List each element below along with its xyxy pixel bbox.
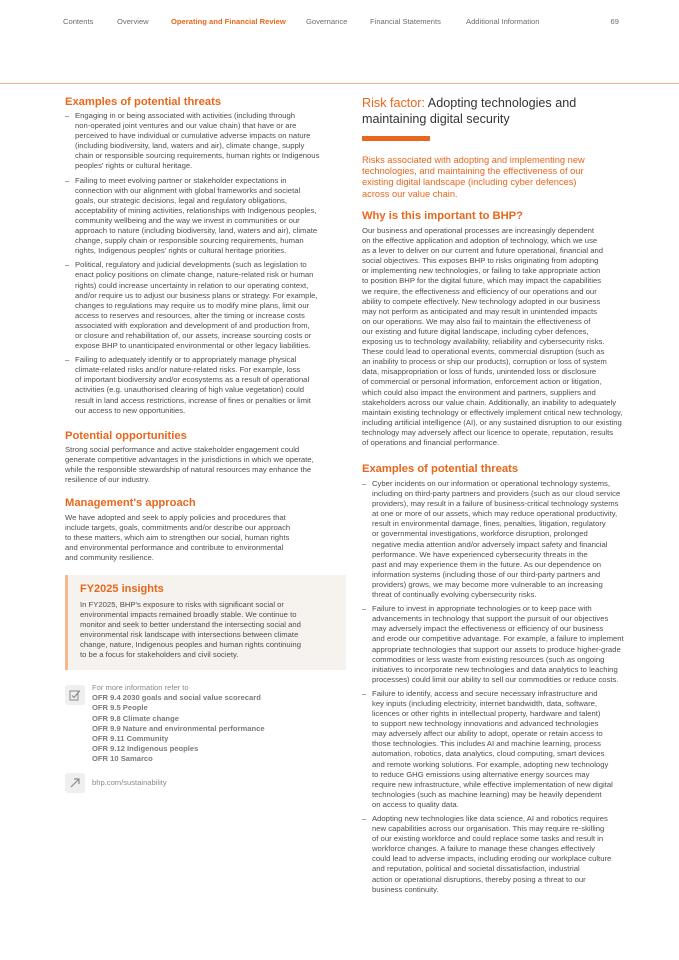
- right-threats-list: [362, 479, 624, 895]
- reference-link[interactable]: OFR 9.11 Community: [92, 734, 169, 744]
- insights-text: In FY2025, BHP's exposure to risks with significant social or environmental impacts remained broadly stable. We continue to monitor and seek to better understand the intersecting social and environmental risk landscape with intersections between climate change, nature, Indigenous peoples and human rights continuing to be a focus for stakeholders and civil society.: [80, 600, 301, 660]
- reference-link[interactable]: OFR 9.12 Indigenous peoples: [92, 744, 199, 754]
- nav-item-governance[interactable]: Governance: [306, 17, 348, 26]
- list-item: – Adopting new technologies like data science, AI and robotics requires new capabilities across our organisation. This may require re-skilling of our existing workforce and could replace some tasks and result in workforce changes. A failure to manage these changes effectively could lead to adverse impacts, including eroding our workplace culture and reputation, political and societal dissatisfaction, industrial action or operational disruptions, thereby posing a threat to our business continuity.: [362, 814, 612, 894]
- risk-factor-title: [362, 96, 622, 127]
- risk-factor-subtitle: Risks associated with adopting and implementing new technologies, and maintaining the effectiveness of our existing digital landscape (including cyber defences) across our value chain.: [362, 155, 585, 199]
- list-item: – Political, regulatory and judicial developments (such as legislation to enact policy positions on climate change, nature-related risk or human rights) could increase uncertainty in relation to our operating context, and/or require us to adjust our business plans or strategy. For example, changes to regulations may require us to modify mine plans, limit our access to reserves and resources, alter the timing or increase costs associated with exploration and development of and production from, or closure and rehabilitation of, our assets, increase sourcing costs or expose BHP to unanticipated environmental or other legacy liabilities.: [65, 260, 318, 351]
- opportunities-text: Strong social performance and active stakeholder engagement could generate competitive advantages in the jurisdictions in which we operate, while the responsible stewardship of natural resources may enhance the resilience of our industry.: [65, 445, 314, 485]
- reference-link[interactable]: OFR 10 Samarco: [92, 754, 153, 764]
- left-threats-list: [65, 111, 350, 416]
- risk-factor-label: Risk factor:: [362, 96, 425, 110]
- right-threats-heading: Examples of potential threats: [362, 463, 519, 475]
- nav-item-additional-information[interactable]: Additional Information: [466, 17, 540, 26]
- reference-link[interactable]: OFR 9.8 Climate change: [92, 713, 179, 723]
- references-block: [92, 683, 265, 765]
- risk-factor-name: Adopting technologies and maintaining digital security: [362, 96, 577, 126]
- opportunities-heading: Potential opportunities: [65, 430, 187, 442]
- reference-link[interactable]: OFR 9.9 Nature and environmental performance: [92, 723, 265, 733]
- list-item: – Failure to identify, access and secure necessary infrastructure and key inputs (including electricity, internet bandwidth, data, software, licences or other rights in intellectual property, hardware and talent) to support new technology innovations and advanced technologies may adversely affect our ability to adopt, operate or retain access to those technologies. This includes AI and machine learning, process automation, robotics, data analytics, cloud computing, smart devices and remote working solutions. For example, adopting new technology to reduce GHG emissions using alternative energy sources may require new infrastructure, while effective implementation of new digital technologies (such as machine learning) may be heavily dependent on access to quality data.: [362, 688, 613, 809]
- list-item: – Engaging in or being associated with activities (including through non-operated joint ventures and our value chain) that have or are perceived to have individual or cumulative adverse impacts on nature (including biodiversity, land, waters and air), climate change, supply chain or responsible sourcing requirements, human rights or Indigenous peoples' rights or cultural heritage.: [65, 111, 320, 171]
- list-item: – Cyber incidents on our information or operational technology systems, including on third-party partners and providers (such as our cloud service providers), may result in a failure of business-critical technology systems at one or more of our assets, which may reduce operational productivity, result in environmental damage, fines, penalties, litigation, regulatory or governmental investigations, workforce disruption, prolonged negative media attention and/or adversely impact safety and financial performance. We have experienced cybersecurity threats in the past and may experience them in the future. As our dependence on information systems (including those of our third-party partners and providers) grows, we may become more vulnerable to an increasing threat of continually evolving cybersecurity risks.: [362, 479, 621, 600]
- why-text: Our business and operational processes are increasingly dependent on the effective application and adoption of technology, which we use as a lever to deliver on our current and future operational, financial and social objectives. This exposes BHP to risks originating from adopting or implementing new technologies, or failing to take appropriate action to position BHP for the digital future, which may impact the capabilities we require, the effectiveness and efficiency of our operations and our ability to compete effectively. New technology adopted in our business may not perform as anticipated and may result in unintended impacts on our operations. We may also fail to maintain the effectiveness of our existing and future digital landscape, including cyber defences, exposing us to technology availability, reliability and cybersecurity risks. These could lead to operational events, commercial disruption (such as an inability to process or ship our products), corruption or loss of system data, misappropriation or loss of funds, unintended loss or disclosure of commercial or personal information, enforcement action or litigation, which could also impact the environment and partners, suppliers and stakeholders across our value chain. Additionally, an inability to adequately maintain existing technology or effectively implement critical new technology, including artificial intelligence (AI), or any sustained disruption to our existing technology may adversely affect our licence to operate, reputation, results of operations and financial performance.: [362, 226, 623, 447]
- risk-title-accent-bar: [362, 136, 430, 141]
- left-threats-heading: Examples of potential threats: [65, 96, 222, 108]
- list-item: – Failing to meet evolving partner or stakeholder expectations in connection with our alignment with global frameworks and societal goals, our strategic decisions, legal and regulatory obligations, acceptability of mining activities, relationships with Indigenous peoples, community wellbeing and the way we invest in communities or our approach to nature (including biodiversity, land, waters and air), climate change, supply chain or responsible sourcing requirements, human rights, Indigenous peoples' rights or cultural heritage priorities.: [65, 175, 318, 256]
- insights-accent-bar: [65, 575, 68, 670]
- nav-item-overview[interactable]: Overview: [117, 17, 149, 26]
- reference-link[interactable]: OFR 9.5 People: [92, 703, 148, 713]
- external-link-icon: [65, 773, 85, 793]
- nav-item-operating-and-financial-review[interactable]: Operating and Financial Review: [171, 17, 286, 26]
- list-item: – Failure to invest in appropriate technologies or to keep pace with advancements in technology that support the pursuit of our objectives may adversely impact the effectiveness or efficiency of our business and erode our competitive advantage. For example, a failure to implement appropriate technologies that support our assets to produce higher-grade commodities or less waste from existing resources (such as ongoing initiatives to incorporate new technologies and data analytics to leaching processes) could limit our ability to sell our commodities or reduce costs.: [362, 604, 624, 684]
- document-link-icon: [65, 685, 85, 705]
- list-item: – Failing to adequately identify or to appropriately manage physical climate-related risks and/or nature-related risks. For example, loss of important biodiversity and/or ecosystems as a result of operational activities (e.g. unauthorised clearing of high value vegetation) could result in land access restrictions, increase of fines or penalties or limit our access to new opportunities.: [65, 355, 311, 415]
- nav-item-financial-statements[interactable]: Financial Statements: [370, 17, 441, 26]
- why-heading: Why is this important to BHP?: [362, 210, 523, 222]
- approach-heading: Management's approach: [65, 497, 196, 509]
- top-navigation: [63, 17, 619, 29]
- page-number: 69: [610, 17, 619, 26]
- approach-text: We have adopted and seek to apply policies and procedures that include targets, goals, commitments and/or describe our approach to these matters, which aim to strengthen our social, human rights and environmental performance and contribute to environmental and community resilience.: [65, 513, 291, 563]
- insights-heading: FY2025 insights: [80, 583, 164, 595]
- header-divider: [0, 83, 679, 84]
- sustainability-url[interactable]: bhp.com/sustainability: [92, 778, 167, 787]
- nav-item-contents[interactable]: Contents: [63, 17, 94, 26]
- reference-link[interactable]: OFR 9.4 2030 goals and social value scorecard: [92, 693, 261, 703]
- fy2025-insights-box: [65, 575, 346, 670]
- references-lead: For more information refer to: [92, 683, 189, 692]
